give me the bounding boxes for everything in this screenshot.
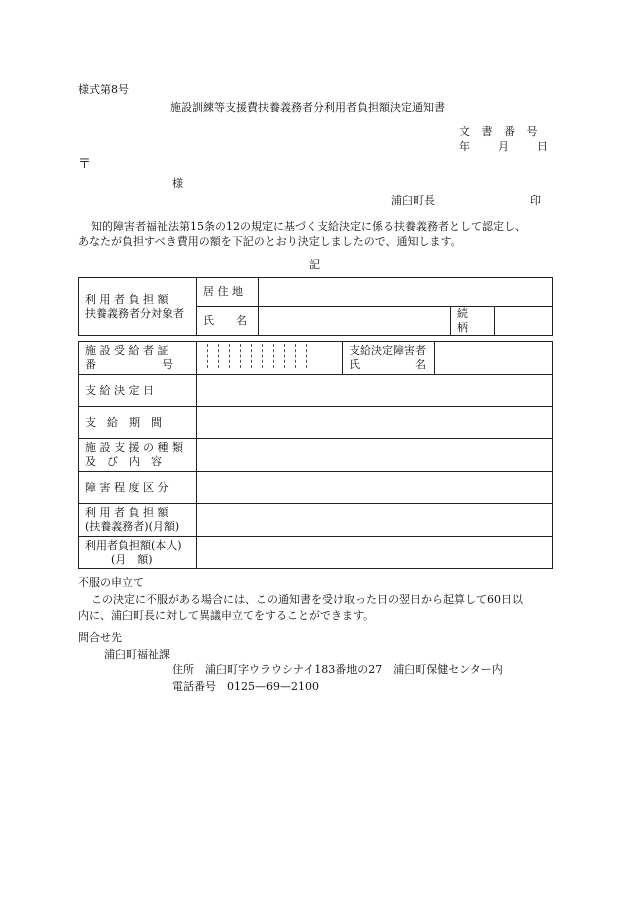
digit-box xyxy=(251,344,252,368)
self-burden-label-line1: 利用者負担額(本人) xyxy=(85,538,182,552)
body-text-line1: 知的障害者福祉法第15条の12の規定に基づく支給決定に係る扶養義務者として認定し、 xyxy=(91,220,526,233)
contact-department: 浦臼町福祉課 xyxy=(104,648,170,661)
issuer-name: 浦臼町長 xyxy=(391,194,435,207)
disability-label: 障 害 程 度 区 分 xyxy=(79,472,197,504)
decision-table xyxy=(78,341,553,569)
beneficiary-header-line2: 扶養義務者分対象者 xyxy=(85,306,184,320)
seal-mark: 印 xyxy=(530,194,541,207)
support-label-line1: 施 設 支 援 の 種 類 xyxy=(85,441,183,454)
burden-label-line2: (扶養義務者)(月額) xyxy=(85,520,180,533)
person-value xyxy=(435,342,553,375)
date-label: 年 月 日 xyxy=(459,140,550,153)
self-burden-label-line2: (月 額) xyxy=(111,552,153,566)
digit-box xyxy=(284,344,285,368)
self-burden-value xyxy=(197,537,553,569)
ki-heading: 記 xyxy=(309,258,320,271)
objection-heading: 不服の申立て xyxy=(78,576,144,589)
burden-label xyxy=(79,504,197,537)
document-number-label: 文 書 番 号 xyxy=(459,125,542,138)
contact-phone: 電話番号 0125—69—2100 xyxy=(172,680,319,693)
name-value xyxy=(259,307,451,336)
person-label-line1: 支給決定障害者 xyxy=(349,344,426,357)
person-label-line2: 氏 名 xyxy=(349,358,426,371)
name-label: 氏 名 xyxy=(197,307,259,336)
decision-date-label: 支 給 決 定 日 xyxy=(79,375,197,407)
form-number: 様式第8号 xyxy=(78,83,129,96)
digit-box xyxy=(218,344,219,368)
contact-address: 住所 浦臼町字ウラウシナイ183番地の27 浦臼町保健センター内 xyxy=(172,663,503,676)
certificate-number-label-line1: 施 設 受 給 者 証 xyxy=(85,344,169,357)
burden-label-line1: 利 用 者 負 担 額 xyxy=(85,506,169,519)
beneficiary-header-cell xyxy=(79,278,197,336)
digit-box xyxy=(207,344,208,368)
digit-box xyxy=(229,344,230,368)
relation-value xyxy=(495,307,553,336)
beneficiary-header-line1: 利 用 者 負 担 額 xyxy=(85,292,169,306)
beneficiary-table xyxy=(78,277,553,336)
relation-label: 続 柄 xyxy=(451,307,495,336)
body-text-line2: あなたが負担すべき費用の額を下記のとおり決定しましたので、通知します。 xyxy=(78,235,462,248)
period-value xyxy=(197,407,553,439)
digit-box xyxy=(262,344,263,368)
document-title: 施設訓練等支援費扶養義務者分利用者負担額決定通知書 xyxy=(170,101,445,114)
certificate-number-boxes xyxy=(197,342,343,375)
objection-text-line1: この決定に不服がある場合には、この通知書を受け取った日の翌日から起算して60日以 xyxy=(91,593,523,606)
burden-value xyxy=(197,504,553,537)
contact-heading: 問合せ先 xyxy=(78,631,122,644)
address-label: 居 住 地 xyxy=(197,278,259,307)
objection-text-line2: 内に、浦臼町長に対して異議申立てをすることができます。 xyxy=(78,609,375,622)
support-value xyxy=(197,439,553,472)
period-label: 支 給 期 間 xyxy=(79,407,197,439)
digit-box xyxy=(306,344,307,368)
self-burden-label xyxy=(79,537,197,569)
addressee-suffix: 様 xyxy=(172,177,183,190)
certificate-number-label xyxy=(79,342,197,375)
address-value xyxy=(259,278,553,307)
certificate-number-label-line2: 番 号 xyxy=(85,358,173,371)
digit-box xyxy=(273,344,274,368)
postal-mark: 〒 xyxy=(78,157,92,172)
support-label xyxy=(79,439,197,472)
person-label xyxy=(343,342,435,375)
digit-box xyxy=(295,344,296,368)
digit-box xyxy=(240,344,241,368)
disability-value xyxy=(197,472,553,504)
decision-date-value xyxy=(197,375,553,407)
support-label-line2: 及 び 内 容 xyxy=(85,455,162,468)
